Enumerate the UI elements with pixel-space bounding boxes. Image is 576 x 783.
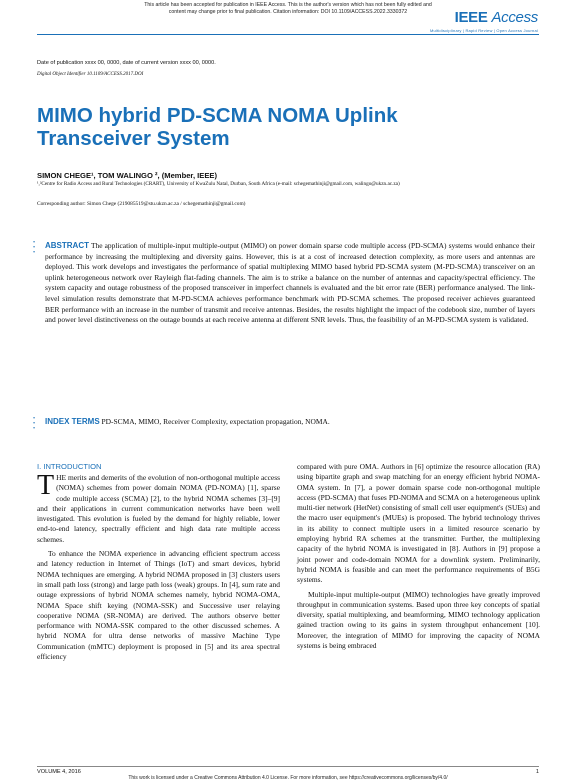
abstract-label: ABSTRACT: [45, 241, 89, 250]
banner-line-2: content may change prior to final publication. Citation information: DOI 10.1109/ACCESS.2022.3330372: [168, 9, 408, 15]
intro-paragraph-2: To enhance the NOMA experience in advancing efficient spectrum access and latency reduction in Internet of Things (IoT) and smart devices, hybrid NOMA techniques are emerging. A hybrid NOMA proposed in [3] clusters users in small path loss (strong) and large path loss (weak) groups. In [4], sum rate and outage expressions of hybrid NOMA schemes namely, hybrid NOMA-OMA, NOMA Space shift keying (NOMA-SSK) and Successive user relaying cooperative NOMA (SR-NOMA) are derived. The authors observe better performance with NOMA-SSK compared to the other discussed schemes. A hybrid NOMA for ultra dense networks of massive Machine Type Communication (mMTC) deployment is proposed in [5] and its area spectral efficiency: [37, 549, 280, 662]
journal-logo: [455, 9, 538, 26]
index-terms-marker-icon: • • •: [33, 416, 36, 432]
authors: SIMON CHEGE¹, TOM WALINGO ², (Member, IEEE): [37, 171, 218, 180]
affiliation: ¹,²Centre for Radio Access and Rural Technologies (CRART), University of KwaZulu Natal, Durban, South Africa (e-mail: schegemathinji@gmail.com, walingo@ukzn.ac.za): [37, 181, 400, 187]
doi: Digital Object Identifier 10.1109/ACCESS.2017.DOI: [37, 72, 144, 77]
intro-paragraph-3: compared with pure OMA. Authors in [6] optimize the resource allocation (RA) using bipartite graph and swap matching for an energy efficient hybrid NOMA-OMA system. In [7], a power domain sparse code non-orthogonal multiple access (PD-SCMA) that fuses PD-NOMA and SCMA on a heterogeneous uplink multi-tier network (HetNet) consisting of small cell user equipment's (SUEs) and the macro user equipment's (MUEs) is proposed. The hybrid technology thrives in its ability to connect multiple users in a limited resource scenario by employing hybrid RA schemes at the transmitter. Further, the multiplexing capacity of the hybrid NOMA is investigated in [8]. Authors in [9] propose a joint power and code-domain NOMA for a downlink system. Preliminarily, hybrid NOMA is feasible and can meet the performance requirements of B5G systems.: [297, 462, 540, 585]
index-terms-label: INDEX TERMS: [45, 417, 100, 426]
abstract-text: The application of multiple-input multiple-output (MIMO) on power domain sparse code multiple access (PD-SCMA) systems would enhance their performance by increasing the multiplexing and diversity gains. However, this is at a cost of increased detection complexity, as more users and antennas are deployed. This work develops and investigates the performance of spatial multiplexing MIMO based hybrid PD-SCMA system (M-PD-SCMA) transceiver on an uplink heterogeneous network over Rayleigh flat-fading channels. The aim is to strike a balance on the number of antennas and capacity/spectral efficiency. The system capacity and outage robustness of the proposed transceiver in imperfect channels is evaluated and the bit error rate (BER) performance analysed. The link-level simulation results demonstrate that M-PD-SCMA achieves performance benchmark with PD-SCMA schemes. The proposed receiver achieves guaranteed BER performance with an increase in the number of transmit and receive antennas. Besides, the results highlight the impact of the codebook size, number of layers and power level distinctiveness on the outage bounds at each receive antenna at different SNR levels. Thus, the feasibility of an M-PD-SCMA system is validated.: [45, 241, 535, 325]
banner-line-1: This article has been accepted for publication in IEEE Access. This is the author's version which has not been fully edited and: [144, 2, 432, 8]
right-column: [297, 462, 540, 651]
logo-main: IEEE: [454, 9, 488, 26]
drop-cap: T: [37, 470, 55, 501]
intro-paragraph-1-text: HE merits and demerits of the evolution of non-orthogonal multiple access (NOMA) schemes from power domain NOMA (PD-NOMA) [1], sparse code multiple access (SCMA) [2], to the hybrid NOMA schemes [3]–[9] and their applications in current communication networks have been well investigated. This evolution is fueled by the demand for highly reliable, lower end-to-end latency, spectrally efficient and high data rate multiple access schemes.: [37, 473, 280, 544]
section-heading-introduction: I. INTRODUCTION: [37, 462, 102, 471]
footer-rule: [37, 766, 539, 767]
abstract: [45, 241, 535, 326]
intro-paragraph-1: [37, 470, 280, 545]
header-rule: [37, 34, 539, 35]
logo-accent: Access: [491, 9, 538, 26]
volume-label: VOLUME 4, 2016: [37, 769, 81, 775]
page-number: 1: [535, 769, 539, 775]
publication-date: Date of publication xxxx 00, 0000, date of current version xxxx 00, 0000.: [37, 60, 216, 66]
logo-tagline: Multidisciplinary | Rapid Review | Open Access Journal: [429, 28, 538, 33]
paper-title: MIMO hybrid PD-SCMA NOMA Uplink Transceiver System: [37, 104, 398, 150]
index-terms-text: PD-SCMA, MIMO, Receiver Complexity, expectation propagation, NOMA.: [101, 417, 330, 426]
license-notice: This work is licensed under a Creative Commons Attribution 4.0 License. For more information, see https://creativecommons.org/licenses/by/4.0/: [128, 775, 448, 781]
index-terms: [45, 417, 535, 428]
intro-paragraph-4: Multiple-input multiple-output (MIMO) technologies have greatly improved throughput in communication systems. Based upon three key concepts of spatial diversity, spatial multiplexing, and beamforming, MIMO technology application gained traction owing to its gains in system throughput enhancement [10]. Moreover, the integration of MIMO for improving the capacity of NOMA systems is being embraced: [297, 589, 540, 651]
abstract-marker-icon: • • •: [33, 240, 36, 256]
left-column: [37, 470, 280, 662]
corresponding-author: Corresponding author: Simon Chege (219085519@stu.ukzn.ac.za / schegemathinji@gmail.com): [37, 201, 246, 207]
